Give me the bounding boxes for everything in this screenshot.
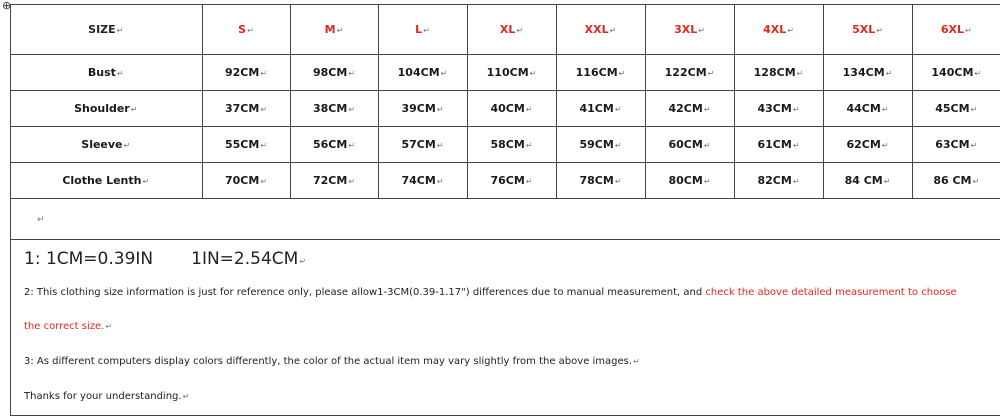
measure-cell [290, 163, 378, 199]
measure-text: 43CM [757, 102, 792, 115]
measure-cell [290, 55, 378, 91]
in-to-cm-text: 1IN=2.54CM [191, 249, 299, 269]
measure-cell [556, 127, 645, 163]
paragraph-mark-icon: ↵ [525, 105, 533, 114]
paragraph-mark-icon: ↵ [130, 105, 138, 114]
size-text: L [415, 23, 423, 36]
paragraph-mark-icon: ↵ [116, 26, 124, 35]
measure-text: 56CM [312, 138, 348, 151]
measure-cell [823, 163, 912, 199]
measure-cell [202, 91, 290, 127]
size-label-text: SIZE [88, 23, 116, 36]
paragraph-mark-icon: ↵ [883, 177, 891, 186]
paragraph-mark-icon: ↵ [609, 26, 617, 35]
paragraph-mark-icon: ↵ [881, 141, 889, 150]
paragraph-mark-icon: ↵ [707, 69, 715, 78]
table-row-sleeve [10, 127, 1000, 163]
measure-text: 60CM [668, 138, 703, 151]
measure-cell [467, 127, 556, 163]
size-text: 4XL [763, 23, 787, 36]
table-anchor-icon: ⊕ [2, 0, 12, 12]
paragraph-mark-icon: ↵ [703, 141, 711, 150]
measure-cell [823, 91, 912, 127]
measure-cell [556, 163, 645, 199]
paragraph-mark-icon: ↵ [260, 69, 268, 78]
measure-cell [823, 127, 912, 163]
paragraph-mark-icon: ↵ [142, 177, 150, 186]
paragraph-mark-icon: ↵ [876, 26, 883, 35]
measure-text: 104CM [397, 66, 440, 79]
paragraph-mark-icon: ↵ [348, 177, 356, 186]
size-text: 6XL [940, 23, 964, 36]
size-text: XXL [584, 23, 609, 36]
paragraph-mark-icon: ↵ [440, 69, 448, 78]
paragraph-mark-icon: ↵ [792, 105, 800, 114]
measure-text: 110CM [486, 66, 529, 79]
paragraph-mark-icon: ↵ [792, 141, 800, 150]
size-text: 5XL [852, 23, 876, 36]
paragraph-mark-icon: ↵ [970, 105, 978, 114]
row-label-cell [10, 91, 202, 127]
size-header-cell [202, 5, 290, 55]
paragraph-mark-icon: ↵ [182, 392, 190, 401]
paragraph-mark-icon: ↵ [618, 69, 626, 78]
paragraph-mark-icon: ↵ [348, 105, 356, 114]
measure-cell [378, 127, 467, 163]
measure-text: 57CM [401, 138, 436, 151]
measure-text: 41CM [579, 102, 614, 115]
row-label-cell [10, 55, 202, 91]
measure-text: 63CM [935, 138, 970, 151]
paragraph-mark-icon: ↵ [787, 26, 794, 35]
row-label-cell [10, 163, 202, 199]
measure-text: 55CM [224, 138, 260, 151]
size-header-cell [645, 5, 734, 55]
size-text: XL [499, 23, 516, 36]
measure-cell [556, 55, 645, 91]
row-label-text: Sleeve [81, 138, 123, 151]
paragraph-mark-icon: ↵ [525, 141, 533, 150]
cm-to-in-text: 1: 1CM=0.39IN [24, 249, 154, 269]
paragraph-mark-icon: ↵ [525, 177, 533, 186]
paragraph-mark-icon: ↵ [348, 141, 356, 150]
paragraph-mark-icon: ↵ [260, 105, 268, 114]
paragraph-mark-icon: ↵ [614, 105, 622, 114]
color-note-text: 3: As different computers display colors differently, the color of the actual item may vary slightly from the above images. [24, 356, 633, 367]
measure-cell [734, 163, 823, 199]
paragraph-mark-icon: ↵ [123, 141, 131, 150]
size-header-cell [378, 5, 467, 55]
paragraph-mark-icon: ↵ [792, 177, 800, 186]
measure-cell [467, 55, 556, 91]
measure-cell [823, 55, 912, 91]
measure-text: 37CM [224, 102, 260, 115]
size-header-cell [467, 5, 556, 55]
paragraph-mark-icon: ↵ [885, 69, 893, 78]
measure-cell [290, 91, 378, 127]
paragraph-mark-icon: ↵ [37, 215, 45, 225]
measure-text: 84 CM [844, 174, 883, 187]
paragraph-mark-icon: ↵ [529, 69, 537, 78]
paragraph-mark-icon: ↵ [698, 26, 705, 35]
size-header-cell [823, 5, 912, 55]
table-row-shoulder [10, 91, 1000, 127]
paragraph-mark-icon: ↵ [116, 69, 124, 78]
measure-text: 134CM [842, 66, 885, 79]
paragraph-mark-icon: ↵ [105, 322, 113, 331]
row-label-text: Shoulder [74, 102, 130, 115]
color-note-line [24, 356, 640, 367]
paragraph-mark-icon: ↵ [964, 26, 972, 35]
measure-cell [645, 55, 734, 91]
size-header-cell [912, 5, 1000, 55]
size-header-cell [290, 5, 378, 55]
measure-cell [556, 91, 645, 127]
measure-text: 72CM [312, 174, 348, 187]
measure-cell [645, 91, 734, 127]
measure-cell [912, 55, 1000, 91]
row-label-cell [10, 127, 202, 163]
paragraph-mark-icon: ↵ [336, 26, 344, 35]
measure-text: 74CM [401, 174, 436, 187]
measure-text: 122CM [664, 66, 707, 79]
row-label-text: Clothe Lenth [62, 174, 142, 187]
measure-text: 42CM [668, 102, 703, 115]
measure-cell [734, 55, 823, 91]
measure-text: 78CM [579, 174, 614, 187]
measure-text: 82CM [757, 174, 792, 187]
paragraph-mark-icon: ↵ [260, 177, 268, 186]
measure-text: 92CM [224, 66, 260, 79]
measure-cell [645, 127, 734, 163]
unit-conversion-line [24, 249, 306, 269]
measure-text: 59CM [579, 138, 614, 151]
measure-cell [912, 91, 1000, 127]
paragraph-mark-icon: ↵ [703, 105, 711, 114]
measure-cell [202, 55, 290, 91]
paragraph-mark-icon: ↵ [972, 177, 980, 186]
measure-text: 140CM [931, 66, 974, 79]
paragraph-mark-icon: ↵ [516, 26, 524, 35]
paragraph-mark-icon: ↵ [796, 69, 804, 78]
measure-text: 98CM [312, 66, 348, 79]
measure-cell [912, 163, 1000, 199]
paragraph-mark-icon: ↵ [974, 69, 982, 78]
reference-note-continuation [24, 321, 112, 332]
measure-text: 40CM [490, 102, 525, 115]
measure-cell [912, 127, 1000, 163]
thanks-line [24, 391, 189, 402]
reference-note-highlight-cont: the correct size. [24, 321, 105, 332]
paragraph-mark-icon: ↵ [423, 26, 430, 35]
size-chart-table [10, 4, 1000, 199]
measure-text: 39CM [401, 102, 436, 115]
measure-text: 45CM [935, 102, 970, 115]
size-text: 3XL [674, 23, 698, 36]
paragraph-mark-icon: ↵ [614, 177, 622, 186]
size-text: S [238, 23, 247, 36]
measure-cell [467, 163, 556, 199]
measure-text: 58CM [490, 138, 525, 151]
measure-cell [202, 163, 290, 199]
measure-text: 38CM [312, 102, 348, 115]
paragraph-mark-icon: ↵ [970, 141, 978, 150]
measure-cell [734, 91, 823, 127]
paragraph-mark-icon: ↵ [703, 177, 711, 186]
size-text: M [324, 23, 336, 36]
paragraph-mark-icon: ↵ [436, 105, 444, 114]
measure-text: 80CM [668, 174, 703, 187]
measure-cell [290, 127, 378, 163]
measure-cell [645, 163, 734, 199]
size-header-cell [556, 5, 645, 55]
paragraph-mark-icon: ↵ [247, 26, 254, 35]
paragraph-mark-icon: ↵ [436, 141, 444, 150]
paragraph-mark-icon: ↵ [633, 357, 640, 366]
size-header-cell [734, 5, 823, 55]
table-row-clothe-length [10, 163, 1000, 199]
measure-text: 70CM [224, 174, 260, 187]
table-row-bust [10, 55, 1000, 91]
measure-cell [378, 55, 467, 91]
empty-paragraph-row [10, 204, 1000, 240]
paragraph-mark-icon: ↵ [614, 141, 622, 150]
size-header-row [10, 5, 1000, 55]
measure-text: 76CM [490, 174, 525, 187]
measure-cell [378, 91, 467, 127]
reference-note-line [24, 287, 957, 298]
paragraph-mark-icon: ↵ [260, 141, 268, 150]
reference-note-text: 2: This clothing size information is just for reference only, please allow1-3CM(0.39-1.17") differences due to manual measurement, and [24, 287, 706, 298]
measure-text: 44CM [846, 102, 881, 115]
measure-cell [734, 127, 823, 163]
paragraph-mark-icon: ↵ [436, 177, 444, 186]
size-header-label [10, 5, 202, 55]
paragraph-mark-icon: ↵ [299, 257, 307, 266]
measure-cell [202, 127, 290, 163]
thanks-text: Thanks for your understanding. [24, 391, 182, 402]
measure-text: 128CM [753, 66, 796, 79]
row-label-text: Bust [87, 66, 116, 79]
measure-text: 62CM [846, 138, 881, 151]
measure-cell [467, 91, 556, 127]
measure-text: 86 CM [933, 174, 972, 187]
reference-note-highlight: check the above detailed measurement to choose [705, 287, 957, 298]
paragraph-mark-icon: ↵ [881, 105, 889, 114]
measure-text: 61CM [757, 138, 792, 151]
measure-cell [378, 163, 467, 199]
paragraph-mark-icon: ↵ [348, 69, 356, 78]
measure-text: 116CM [575, 66, 618, 79]
